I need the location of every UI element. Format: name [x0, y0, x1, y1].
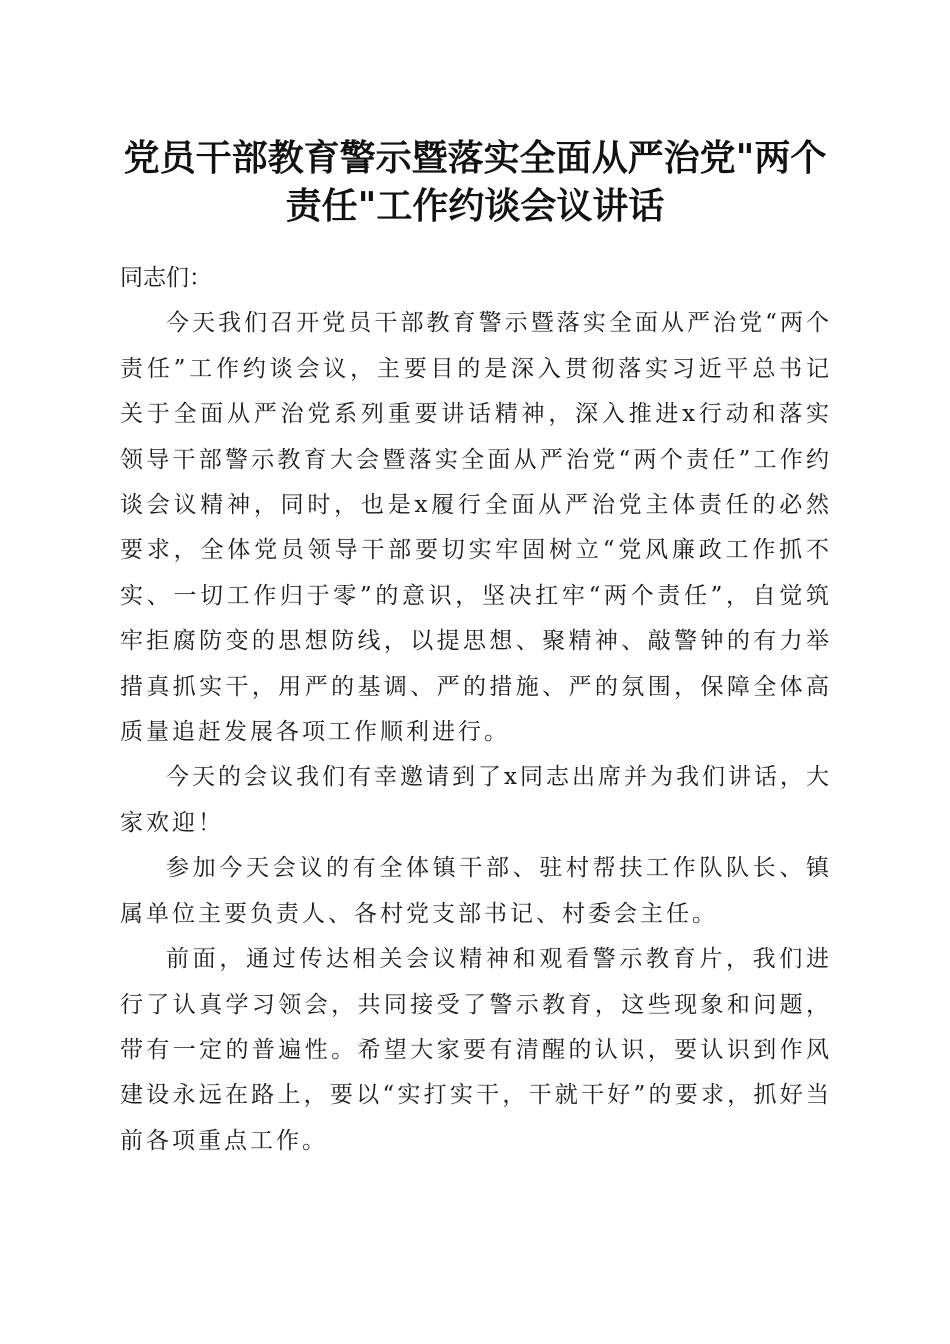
salutation: 同志们： — [120, 265, 212, 291]
document-title — [100, 134, 850, 230]
title-line-1: 党员干部教育警示暨落实全面从严治党"两个 — [123, 137, 827, 179]
document-body — [120, 256, 832, 1164]
paragraph-1: 今天我们召开党员干部教育警示暨落实全面从严治党“两个责任”工作约谈会议，主要目的是深入贯彻落实习近平总书记关于全面从严治党系列重要讲话精神，深入推进x行动和落实领导干部警示教育大会暨落实全面从严治党“两个责任”工作约谈会议精神，同时，也是x履行全面从严治党主体责任的必然要求，全体党员领导干部要切实牢固树立“党风廉政工作抓不实、一切工作归于零”的意识，坚决扛牢“两个责任”，自觉筑牢拒腐防变的思想防线，以提思想、聚精神、敲警钟的有力举措真抓实干，用严的基调、严的措施、严的氛围，保障全体高质量追赶发展各项工作顺利进行。 — [120, 310, 832, 746]
paragraph-4: 前面，通过传达相关会议精神和观看警示教育片，我们进行了认真学习领会，共同接受了警示教育，这些现象和问题，带有一定的普遍性。希望大家要有清醒的认识，要认识到作风建设永远在路上，要以“实打实干，干就干好”的要求，抓好当前各项重点工作。 — [120, 946, 832, 1154]
paragraph-2: 今天的会议我们有幸邀请到了x同志出席并为我们讲话，大家欢迎！ — [120, 764, 832, 836]
paragraph-3: 参加今天会议的有全体镇干部、驻村帮扶工作队队长、镇属单位主要负责人、各村党支部书记、村委会主任。 — [120, 855, 832, 927]
title-line-2: 责任"工作约谈会议讲话 — [285, 185, 665, 227]
